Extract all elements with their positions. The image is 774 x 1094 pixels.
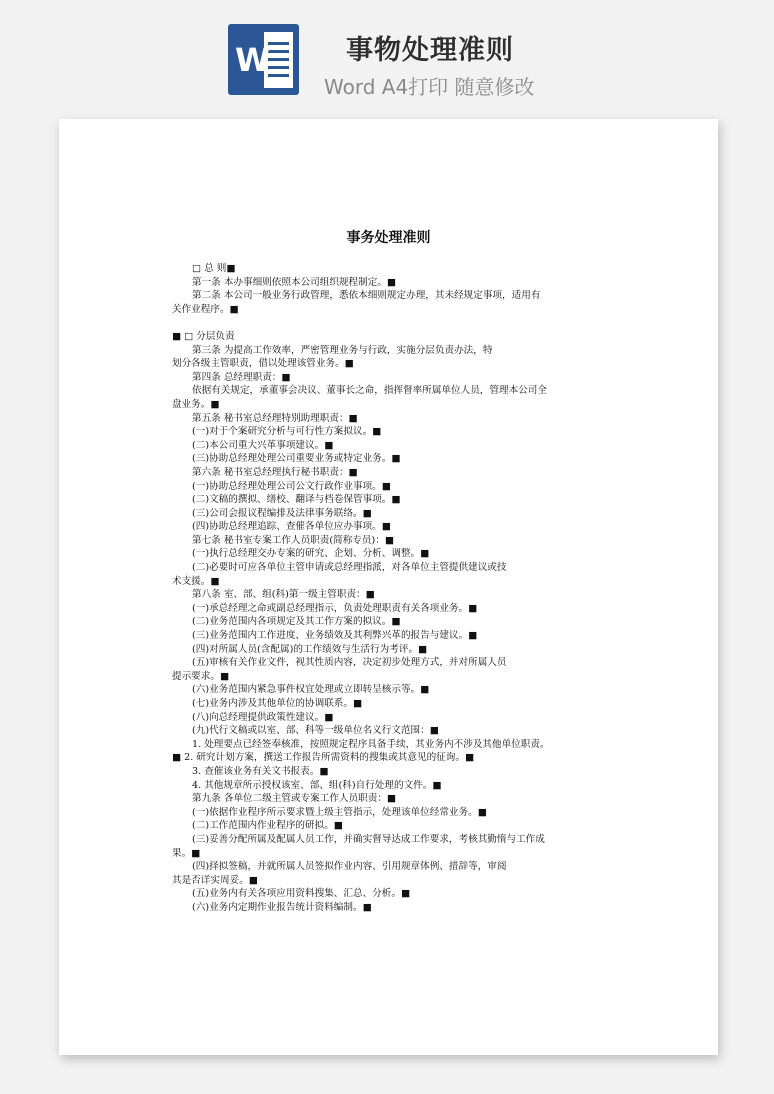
document-line: 第五条 秘书室总经理特别助理职责：■ <box>192 412 358 424</box>
document-line: 第三条 为提高工作效率，严密管理业务与行政，实施分层负责办法，特 <box>192 344 493 356</box>
document-line: (七)业务内涉及其他单位的协调联系。■ <box>192 698 363 709</box>
document-line: (二)工作范围内作业程序的研拟。■ <box>192 820 343 832</box>
document-line: ■ □ 分层负责 <box>172 330 235 342</box>
word-logo-line <box>268 58 289 61</box>
page-header <box>0 0 774 118</box>
document-line: (四)协助总经理追踪、查催各单位应办事项。■ <box>192 521 391 533</box>
document-line: 1. 处理要点已经签奉核准，按照规定程序具备手续，其业务内不涉及其他单位职责。 <box>192 738 550 750</box>
document-title: 事务处理准则 <box>346 230 431 246</box>
document-line: (五)业务内有关各项应用资料搜集、汇总、分析。■ <box>192 888 411 900</box>
document-line: □ 总 则■ <box>192 263 236 274</box>
document-line: (三)业务范围内工作进度、业务绩效及其利弊兴革的报告与建议。■ <box>192 630 478 642</box>
document-line: 第八条 室、部、组(科)第一级主管职责：■ <box>192 589 375 601</box>
document-line: 3. 查催该业务有关文书报表。■ <box>192 765 329 777</box>
document-line: (二)文稿的撰拟、缮校、翻译与档卷保管事项。■ <box>192 494 401 506</box>
page-subtitle: Word A4打印 随意修改 <box>324 75 535 99</box>
document-line: 第四条 总经理职责：■ <box>192 371 291 383</box>
document-line: (二)本公司重大兴革事项建议。■ <box>192 439 334 451</box>
document-line: (四)对所属人员(含配属)的工作绩效与生活行为考评。■ <box>192 643 428 655</box>
document-line: (二)必要时可应各单位主管申请或总经理指派，对各单位主管提供建议或技 <box>192 562 507 574</box>
document-line: 关作业程序。■ <box>172 303 239 315</box>
document-line: (一)协助总经理处理公司公文行政作业事项。■ <box>192 480 391 492</box>
document-line: 其是否详实周妥。■ <box>172 874 258 886</box>
document-line: 第九条 各单位二级主管或专案工作人员职责：■ <box>192 793 396 805</box>
document-line: 第一条 本办事细则依照本公司组织规程制定。■ <box>192 276 396 288</box>
word-logo-icon <box>228 24 299 95</box>
document-line: 第七条 秘书室专案工作人员职责(简称专员)：■ <box>192 534 394 546</box>
blank-line <box>172 316 604 330</box>
document-line: (一)依据作业程序所示要求暨上级主管指示，处理该单位经常业务。■ <box>192 806 487 818</box>
document-line: (三)妥善分配所属及配属人员工作，并确实督导达成工作要求，考核其勤惰与工作成 <box>192 833 545 845</box>
page-title: 事物处理准则 <box>346 35 514 66</box>
document-line: 提示要求。■ <box>172 670 230 682</box>
document-line: 依据有关规定，承董事会决议、董事长之命，指挥督率所属单位人员，管理本公司全 <box>192 385 547 397</box>
document-line: (五)审核有关作业文件，视其性质内容，决定初步处理方式，并对所属人员 <box>192 657 507 669</box>
document-line: (九)代行文稿或以室、部、科等一级单位名义行文范围：■ <box>192 725 439 737</box>
document-line: (三)协助总经理处理公司重要业务或特定业务。■ <box>192 453 401 465</box>
document-line: 第六条 秘书室总经理执行秘书职责：■ <box>192 466 358 478</box>
document-line: 盘业务。■ <box>172 398 220 410</box>
document-line: (三)公司会报议程编排及法律事务联络。■ <box>192 507 372 519</box>
document-line: (八)向总经理提供政策性建议。■ <box>192 711 334 723</box>
document-line: ■ 2. 研究计划方案，撰送工作报告所需资料的搜集或其意见的征询。■ <box>172 752 475 764</box>
document-line: (六)业务范围内紧急事件权宜处理或立即转呈核示等。■ <box>192 684 430 696</box>
document-line: (一)对于个案研究分析与可行性方案拟议。■ <box>192 426 382 438</box>
document-line: (一)执行总经理交办专案的研究、企划、分析、调整。■ <box>192 548 430 560</box>
document-line: (二)业务范围内各项规定及其工作方案的拟议。■ <box>192 616 401 628</box>
document-line: (六)业务内定期作业报告统计资料编制。■ <box>192 901 372 913</box>
document-line: 果。■ <box>172 847 201 859</box>
document-line: 划分各级主管职责，借以处理该管业务。■ <box>172 358 354 370</box>
document-line: (四)择拟签稿，并就所属人员签拟作业内容、引用规章体例、措辞等，审阅 <box>192 861 507 873</box>
word-logo-line <box>268 74 289 77</box>
word-logo-line <box>268 50 289 53</box>
document-line: 4. 其他规章所示授权该室、部、组(科)自行处理的文件。■ <box>192 779 442 791</box>
word-logo-letter: W <box>235 41 271 79</box>
document-line: 术支援。■ <box>172 575 220 587</box>
document-line: 第二条 本公司一般业务行政管理，悉依本细则规定办理，其未经规定事项，适用有 <box>192 290 541 302</box>
word-logo-line <box>268 66 289 69</box>
word-logo-line <box>268 42 289 45</box>
document-page <box>59 119 718 1055</box>
document-body <box>172 262 604 915</box>
document-line: (一)承总经理之命或副总经理指示，负责处理职责有关各项业务。■ <box>192 602 478 614</box>
